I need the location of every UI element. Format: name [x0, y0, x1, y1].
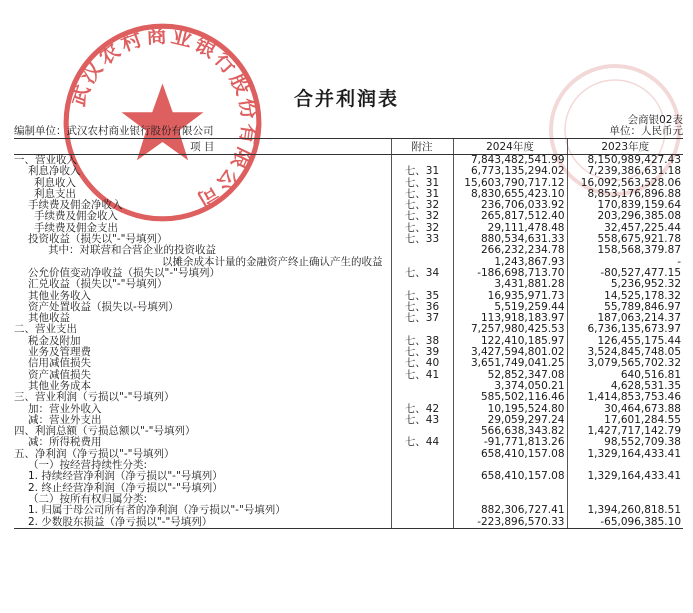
row-item-label: 减：所得税费用: [28, 436, 102, 449]
row-value-2023: 30,464,673.88: [567, 404, 683, 415]
row-item-label: 其他业务成本: [28, 379, 91, 392]
row-item-label: 1. 持续经营净利润（净亏损以"-"号填列）: [28, 470, 223, 483]
col-header-item: 项 目: [14, 139, 391, 155]
row-value-2023: -65,096,385.10: [567, 517, 683, 529]
table-row: [14, 166, 683, 177]
row-item-label: 汇兑收益（损失以"-"号填列）: [28, 278, 168, 291]
row-item-label: 业务及管理费: [28, 346, 91, 359]
currency-unit: 单位：人民币元: [609, 125, 683, 137]
table-row: [14, 279, 683, 290]
row-note: 七、39: [391, 347, 453, 358]
table-header-row: [14, 139, 683, 155]
row-value-2023: 158,568,379.87: [567, 245, 683, 256]
row-value-2023: 8,853,176,896.88: [567, 189, 683, 200]
row-item-label: 利息净收入: [28, 165, 81, 178]
row-value-2024: 29,059,297.24: [453, 415, 567, 426]
table-row: [14, 178, 683, 189]
row-item-label: 1. 归属于母公司所有者的净利润（净亏损以"-"号填列）: [28, 504, 286, 517]
row-item-label: 手续费及佣金支出: [34, 221, 118, 234]
row-item-label: 五、净利润（净亏损以"-"号填列）: [14, 447, 175, 460]
row-value-2023: 558,675,921.78: [567, 234, 683, 245]
table-row: [14, 245, 683, 256]
row-note: 七、32: [391, 200, 453, 211]
row-note: [391, 505, 453, 516]
row-note: 七、35: [391, 291, 453, 302]
row-value-2024: 3,651,749,041.25: [453, 358, 567, 369]
row-value-2023: 203,296,385.08: [567, 211, 683, 222]
table-row: [14, 404, 683, 415]
table-row: [14, 370, 683, 381]
row-value-2023: 5,236,952.32: [567, 279, 683, 290]
row-note: 七、43: [391, 415, 453, 426]
row-value-2023: 7,239,386,631.18: [567, 166, 683, 177]
row-value-2023: 187,063,214.37: [567, 313, 683, 324]
row-note: [391, 460, 453, 471]
row-value-2024: 585,502,116.46: [453, 392, 567, 403]
row-value-2024: 880,534,631.33: [453, 234, 567, 245]
row-value-2024: 122,410,185.97: [453, 336, 567, 347]
col-header-note: 附注: [391, 139, 453, 155]
row-value-2024: 15,603,790,717.12: [453, 178, 567, 189]
row-value-2024: 29,111,478.48: [453, 223, 567, 234]
row-value-2024: 1,243,867.93: [453, 257, 567, 268]
row-item-label: 2. 终止经营净利润（净亏损以"-"号填列）: [28, 481, 223, 494]
table-row: [14, 313, 683, 324]
row-note: [391, 517, 453, 529]
row-item-label: 投资收益（损失以"-"号填列）: [28, 233, 168, 246]
row-item-label: 信用减值损失: [28, 357, 91, 370]
row-value-2024: -223,896,570.33: [453, 517, 567, 529]
row-value-2024: 6,773,135,294.02: [453, 166, 567, 177]
row-value-2024: -91,771,813.26: [453, 437, 567, 448]
row-item-label: 四、利润总额（亏损总额以"-"号填列）: [14, 425, 196, 438]
row-value-2023: 14,525,178.32: [567, 291, 683, 302]
row-note: 七、32: [391, 223, 453, 234]
prepared-by: 编制单位：武汉农村商业银行股份有限公司: [14, 125, 214, 137]
statement-title: 合并利润表: [293, 88, 399, 110]
row-value-2024: 3,431,881.28: [453, 279, 567, 290]
row-value-2024: 266,232,234.78: [453, 245, 567, 256]
row-item-label: 其他收益: [28, 312, 70, 325]
row-note: 七、33: [391, 234, 453, 245]
row-value-2023: 126,455,175.44: [567, 336, 683, 347]
row-value-2024: -186,698,713.70: [453, 268, 567, 279]
row-value-2023: 17,601,284.55: [567, 415, 683, 426]
table-row: [14, 302, 683, 313]
row-item-label: 资产减值损失: [28, 368, 91, 381]
row-item-label: 利息支出: [34, 187, 76, 200]
row-item-label: 一、营业收入: [14, 154, 77, 166]
row-note: 七、34: [391, 268, 453, 279]
col-header-2024: 2024年度: [453, 139, 567, 155]
table-row: [14, 517, 683, 529]
row-item-label: 三、营业利润（亏损以"-"号填列）: [14, 391, 175, 404]
table-row: [14, 505, 683, 516]
header-line: [14, 123, 683, 137]
row-note: 七、41: [391, 370, 453, 381]
table-row: [14, 347, 683, 358]
table-row: [14, 336, 683, 347]
row-note: 七、31: [391, 178, 453, 189]
row-note: [391, 245, 453, 256]
row-note: [391, 279, 453, 290]
row-value-2024: 658,410,157.08: [453, 471, 567, 482]
row-item-label: 其中：对联营和合营企业的投资收益: [48, 244, 216, 257]
row-note: [391, 392, 453, 403]
row-item-label: 以摊余成本计量的金融资产终止确认产生的收益: [162, 255, 383, 268]
row-item-label: 其他业务收入: [28, 289, 91, 302]
row-note: [391, 483, 453, 494]
row-note: [391, 494, 453, 505]
svg-text:武汉农村商业银行股份有限公司: 武汉农村商业银行股份有限公司: [65, 23, 263, 214]
row-note: 七、42: [391, 404, 453, 415]
row-item-label: 利息收入: [34, 176, 76, 189]
row-item-label: 减：营业外支出: [28, 413, 102, 426]
row-value-2023: 16,092,563,528.06: [567, 178, 683, 189]
row-value-2023: [567, 483, 683, 494]
row-value-2023: 55,789,846.97: [567, 302, 683, 313]
row-item-label: 手续费及佣金收入: [34, 210, 118, 223]
row-value-2024: 10,195,524.80: [453, 404, 567, 415]
row-note: 七、40: [391, 358, 453, 369]
row-value-2023: 6,736,135,673.97: [567, 324, 683, 335]
row-value-2023: 4,628,531.35: [567, 381, 683, 392]
row-note: 七、37: [391, 313, 453, 324]
row-value-2024: 16,935,971.73: [453, 291, 567, 302]
row-value-2024: 265,817,512.40: [453, 211, 567, 222]
row-note: 七、31: [391, 166, 453, 177]
row-value-2023: 1,329,164,433.41: [567, 471, 683, 482]
table-row: [14, 426, 683, 437]
row-note: 七、31: [391, 189, 453, 200]
row-value-2024: 3,427,594,801.02: [453, 347, 567, 358]
row-item-label: 资产处置收益（损失以-号填列）: [28, 300, 179, 313]
row-value-2023: -: [567, 257, 683, 268]
row-item-label: 二、营业支出: [14, 323, 77, 336]
row-value-2024: 236,706,033.92: [453, 200, 567, 211]
row-item-label: 手续费及佣金净收入: [28, 199, 123, 212]
table-row: [14, 324, 683, 335]
row-value-2023: 32,457,225.44: [567, 223, 683, 234]
form-code: 会商银02表: [627, 114, 683, 126]
row-item-label: 税金及附加: [28, 334, 81, 347]
row-item-label: （二）按所有权归属分类:: [28, 492, 148, 505]
row-value-2024: 7,843,482,541.99: [453, 155, 567, 167]
col-header-2023: 2023年度: [567, 139, 683, 155]
table-row: [14, 358, 683, 369]
table-row: [14, 392, 683, 403]
row-note: 七、44: [391, 437, 453, 448]
row-value-2023: 98,552,709.38: [567, 437, 683, 448]
row-note: [391, 381, 453, 392]
row-value-2024: 882,306,727.41: [453, 505, 567, 516]
row-note: 七、38: [391, 336, 453, 347]
row-value-2024: 658,410,157.08: [453, 449, 567, 460]
row-value-2024: [453, 483, 567, 494]
row-value-2023: -80,527,477.15: [567, 268, 683, 279]
row-item-label: 公允价值变动净收益（损失以"-"号填列）: [28, 266, 220, 279]
row-value-2023: 640,516.81: [567, 370, 683, 381]
row-value-2024: 5,519,259.44: [453, 302, 567, 313]
row-note: [391, 471, 453, 482]
row-value-2023: 1,427,717,142.79: [567, 426, 683, 437]
row-value-2024: 52,852,347.08: [453, 370, 567, 381]
row-value-2023: 3,079,565,702.32: [567, 358, 683, 369]
row-value-2024: 8,830,655,423.10: [453, 189, 567, 200]
row-value-2023: 1,329,164,433.41: [567, 449, 683, 460]
row-note: 七、32: [391, 211, 453, 222]
row-item-label: 加：营业外收入: [28, 402, 102, 415]
table-row: [14, 155, 683, 167]
row-value-2024: 3,374,050.21: [453, 381, 567, 392]
row-value-2023: 1,414,853,753.46: [567, 392, 683, 403]
income-statement-table: [14, 138, 683, 529]
row-value-2024: 7,257,980,425.53: [453, 324, 567, 335]
row-value-2023: 8,150,989,427.43: [567, 155, 683, 167]
row-value-2024: 566,638,343.82: [453, 426, 567, 437]
row-note: [391, 449, 453, 460]
row-value-2023: 1,394,260,818.51: [567, 505, 683, 516]
table-row: [14, 471, 683, 482]
row-item-label: 2. 少数股东损益（净亏损以"-"号填列）: [14, 517, 391, 529]
row-value-2023: 3,524,845,748.05: [567, 347, 683, 358]
row-value-2023: 170,839,159.64: [567, 200, 683, 211]
row-note: 七、36: [391, 302, 453, 313]
row-item-label: （一）按经营持续性分类:: [28, 459, 148, 472]
row-value-2024: 113,918,183.97: [453, 313, 567, 324]
